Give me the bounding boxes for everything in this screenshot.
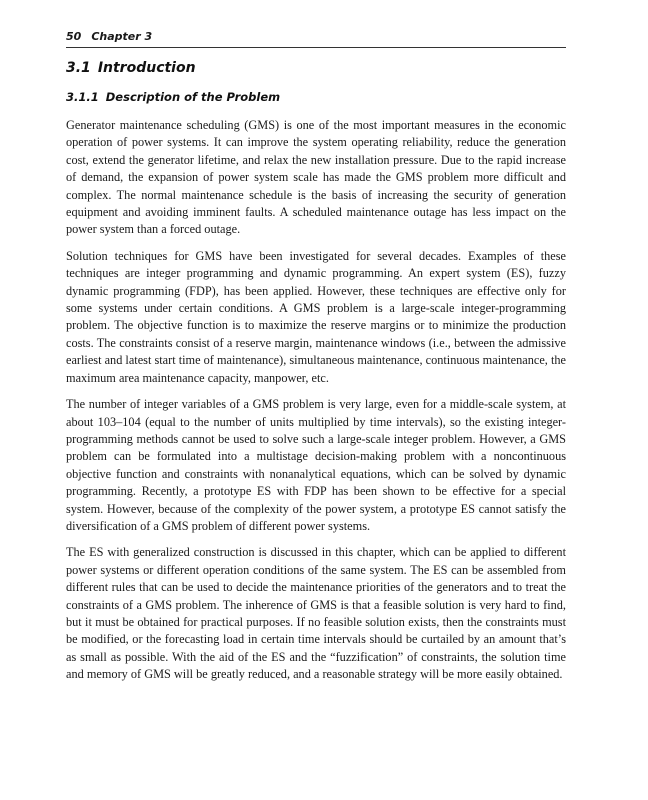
running-header: [66, 30, 566, 48]
section-title: Introduction: [97, 60, 196, 76]
subsection-heading: [66, 90, 566, 104]
subsection-title: Description of the Problem: [105, 90, 281, 104]
section-heading: [66, 60, 566, 76]
section-number: 3.1: [66, 60, 91, 76]
page-number: 50: [66, 30, 82, 43]
subsection-number: 3.1.1: [66, 90, 99, 104]
book-page: [66, 30, 566, 693]
paragraph-1: Generator maintenance scheduling (GMS) is one of the most important measures in the economic operation of power systems. It can improve the system operating reliability, reduce the generation cost, extend the generator lifetime, and relax the new installation pressure. Due to the rapid increase of demand, the expansion of power system scale has made the GMS problem more difficult and complex. The normal maintenance schedule is the basis of increasing the security of generation equipment and avoiding imminent faults. A scheduled maintenance outage has less impact on the power system than a forced outage.: [66, 118, 566, 237]
chapter-label: Chapter 3: [91, 30, 153, 43]
paragraph-3: The number of integer variables of a GMS problem is very large, even for a middle-scale system, at about 103–104 (equal to the number of units multiplied by time intervals), so the existing integer-programming methods cannot be used to solve such a large-scale integer problem. However, a GMS problem can be formulated into a multistage decision-making problem with a noncontinuous objective function and constraints with nonanalytical equations, which can be solved by dynamic programming. Recently, a prototype ES with FDP has been shown to be effective for a special system. However, because of the complexity of the power system, a prototype ES cannot satisfy the diversification of a GMS problem of different power systems.: [66, 397, 566, 533]
paragraph-2: Solution techniques for GMS have been investigated for several decades. Examples of these techniques are integer programming and dynamic programming. An expert system (ES), fuzzy dynamic programming (FDP), has been applied. However, these techniques are effective only for some systems under certain conditions. A GMS problem is a large-scale integer-programming problem. The objective function is to maximize the reserve margins or to minimize the production costs. The constraints consist of a reserve margin, maintenance windows (i.e., between the admissive earliest and latest start time of maintenance), simultaneous maintenance, continuous maintenance, the maximum area maintenance capacity, manpower, etc.: [66, 248, 566, 385]
paragraph-4: The ES with generalized construction is discussed in this chapter, which can be applied to different power systems or different operation conditions of the same system. The ES can be assembled from different rules that can be used to decide the maintenance priorities of the generators and to treat the constraints of a GMS problem. The inherence of GMS is that a feasible solution is very hard to find, but it must be obtained for practical purposes. If no feasible solution exists, then the constraints must be modified, or the forecasting load in certain time intervals should be curtailed by an amount that’s as small as possible. With the aid of the ES and the “fuzzification” of constraints, the solution time and memory of GMS will be greatly reduced, and a reasonable strategy will be more easily obtained.: [66, 545, 566, 682]
body-text: [66, 117, 566, 684]
